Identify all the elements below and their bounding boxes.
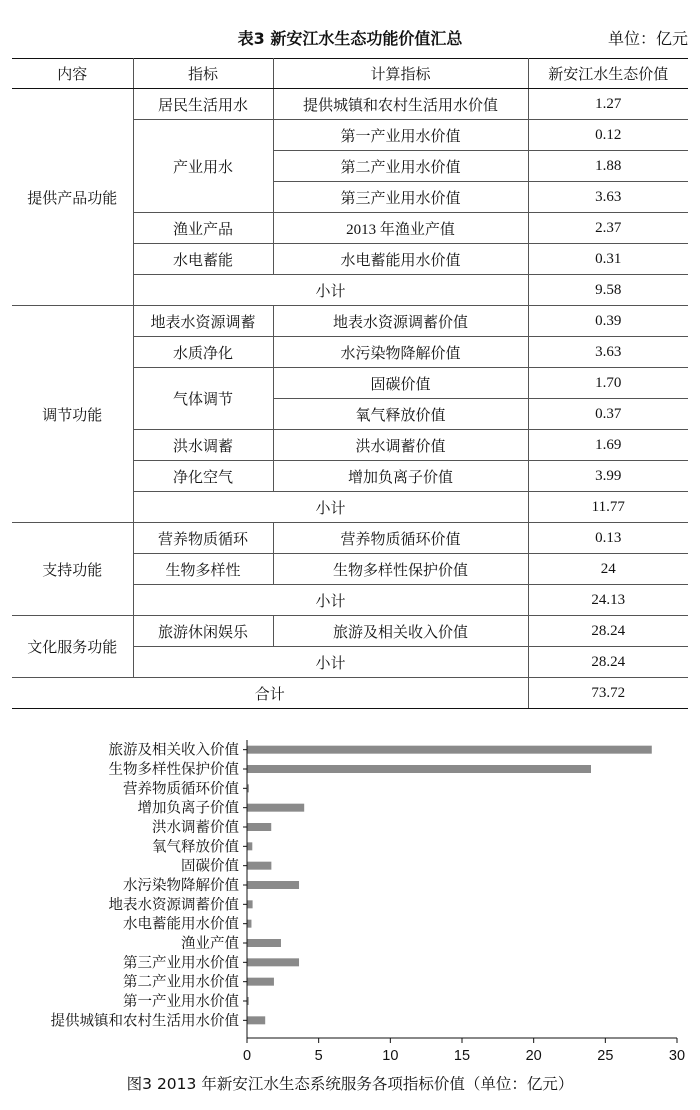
value-cell: 0.37 [528,399,688,430]
calc-cell: 第一产业用水价值 [273,120,528,151]
table-header-row [12,59,688,89]
category-label: 第二产业用水价值 [123,974,239,991]
calc-cell: 地表水资源调蓄价值 [273,306,528,337]
bar [247,862,271,870]
value-cell: 1.69 [528,430,688,461]
subtotal-value: 9.58 [528,275,688,306]
subtotal-value: 11.77 [528,492,688,523]
calc-cell: 生物多样性保护价值 [273,554,528,585]
subtotal-label: 小计 [133,585,528,616]
category-provide: 提供产品功能 [12,89,133,306]
bar [247,765,591,773]
bar [247,958,299,966]
value-cell: 3.99 [528,461,688,492]
value-cell: 0.13 [528,523,688,554]
x-tick-label: 15 [453,1048,471,1060]
value-cell: 0.39 [528,306,688,337]
category-label: 旅游及相关收入价值 [108,742,239,759]
indicator-cell: 水质净化 [133,337,273,368]
bar [247,746,652,754]
indicator-cell: 旅游休闲娱乐 [133,616,273,647]
bar [247,939,281,947]
total-label: 合计 [12,678,528,709]
subtotal-label: 小计 [133,647,528,678]
calc-cell: 第三产业用水价值 [273,182,528,213]
indicator-cell: 生物多样性 [133,554,273,585]
subtotal-label: 小计 [133,492,528,523]
x-tick-label: 25 [597,1048,614,1060]
category-label: 氧气释放价值 [152,839,239,856]
indicator-cell: 地表水资源调蓄 [133,306,273,337]
category-label: 水污染物降解价值 [123,878,239,894]
category-label: 增加负离子价值 [137,800,239,817]
category-label: 生物多样性保护价值 [108,762,239,778]
header-indicator: 指标 [133,59,273,89]
calc-cell: 水电蓄能用水价值 [273,244,528,275]
calc-cell: 增加负离子价值 [273,461,528,492]
x-tick-label: 30 [668,1048,686,1060]
value-cell: 3.63 [528,337,688,368]
bar [247,978,274,986]
calc-cell: 洪水调蓄价值 [273,430,528,461]
figure-caption: 图3 2013 年新安江水生态系统服务各项指标价值（单位：亿元） [126,1075,574,1093]
category-label: 水电蓄能用水价值 [123,916,239,933]
category-label: 渔业产值 [181,936,239,952]
indicator-cell: 渔业产品 [133,213,273,244]
value-cell: 24 [528,554,688,585]
indicator-cell: 气体调节 [133,368,273,430]
unit-label: 单位：亿元 [607,29,688,48]
total-value: 73.72 [528,678,688,709]
bar [247,823,271,831]
value-cell: 1.70 [528,368,688,399]
table-row [12,306,688,337]
value-cell: 1.88 [528,151,688,182]
value-summary-table [12,58,688,709]
indicator-cell: 净化空气 [133,461,273,492]
indicator-cell: 营养物质循环 [133,523,273,554]
calc-cell: 营养物质循环价值 [273,523,528,554]
category-label: 第三产业用水价值 [123,955,239,972]
total-row [12,678,688,709]
value-cell: 0.31 [528,244,688,275]
subtotal-label: 小计 [133,275,528,306]
indicator-cell: 水电蓄能 [133,244,273,275]
category-support: 支持功能 [12,523,133,616]
bar [247,1016,265,1024]
table-row [12,616,688,647]
calc-cell: 第二产业用水价值 [273,151,528,182]
table-row [12,523,688,554]
bar [247,842,252,850]
category-label: 固碳价值 [181,858,239,875]
category-label: 第一产业用水价值 [123,994,239,1010]
header-calc-indicator: 计算指标 [273,59,528,89]
x-tick-label: 5 [314,1048,323,1060]
header-value: 新安江水生态价值 [528,59,688,89]
bar [247,900,253,908]
category-label: 洪水调蓄价值 [152,820,239,836]
bar [247,881,299,889]
category-culture: 文化服务功能 [12,616,133,678]
calc-cell: 固碳价值 [273,368,528,399]
table-title-row [0,0,700,56]
calc-cell: 2013 年渔业产值 [273,213,528,244]
table-title: 表3 新安江水生态功能价值汇总 [237,29,463,48]
x-tick-label: 0 [242,1048,252,1060]
value-cell: 0.12 [528,120,688,151]
indicator-cell: 居民生活用水 [133,89,273,120]
subtotal-value: 28.24 [528,647,688,678]
calc-cell: 提供城镇和农村生活用水价值 [273,89,528,120]
header-content: 内容 [12,59,133,89]
calc-cell: 水污染物降解价值 [273,337,528,368]
bar [247,804,304,812]
x-tick-label: 10 [382,1048,399,1060]
value-cell: 3.63 [528,182,688,213]
calc-cell: 旅游及相关收入价值 [273,616,528,647]
indicator-cell: 洪水调蓄 [133,430,273,461]
value-cell: 28.24 [528,616,688,647]
value-cell: 1.27 [528,89,688,120]
indicator-cell: 产业用水 [133,120,273,213]
value-cell: 2.37 [528,213,688,244]
category-label: 地表水资源调蓄价值 [108,897,239,914]
category-regulate: 调节功能 [12,306,133,523]
bar [247,920,251,928]
subtotal-value: 24.13 [528,585,688,616]
x-tick-label: 20 [525,1048,542,1060]
category-label: 营养物质循环价值 [123,781,239,798]
table-row [12,89,688,120]
calc-cell: 氧气释放价值 [273,399,528,430]
indicator-value-bar-chart [0,730,700,1060]
category-label: 提供城镇和农村生活用水价值 [50,1013,239,1030]
